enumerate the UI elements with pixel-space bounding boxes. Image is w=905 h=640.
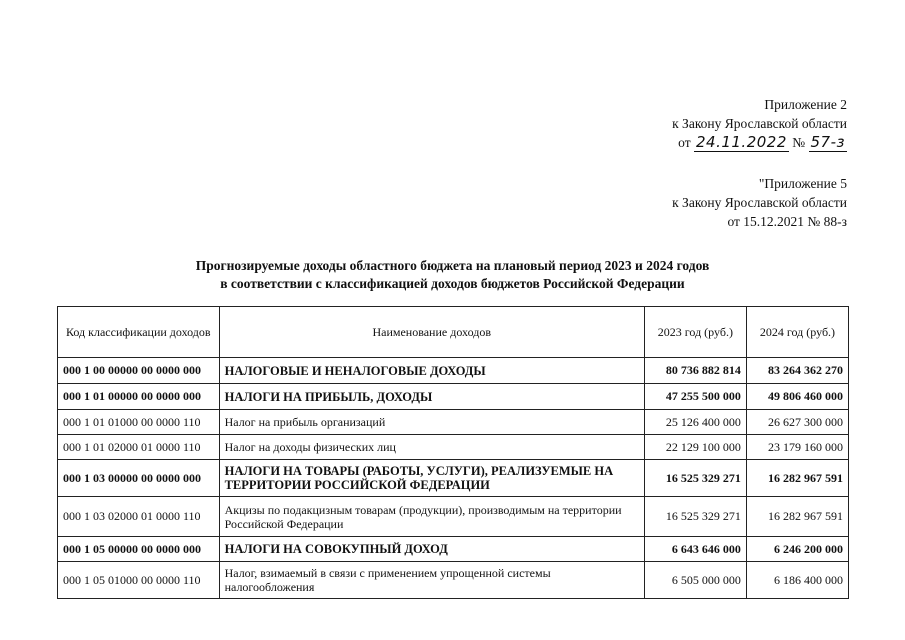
law-ref-label: к Закону Ярославской области <box>672 195 847 210</box>
table-row <box>58 384 849 410</box>
code-cell: 000 1 00 00000 00 0000 000 <box>58 358 220 384</box>
table-row <box>58 460 849 497</box>
header-code: Код классификации доходов <box>58 307 220 358</box>
appendix-ref-label: "Приложение 5 <box>758 176 847 191</box>
date-number-line <box>672 133 847 152</box>
name-cell: НАЛОГИ НА ПРИБЫЛЬ, ДОХОДЫ <box>219 384 644 410</box>
name-cell: НАЛОГИ НА СОВОКУПНЫЙ ДОХОД <box>219 537 644 562</box>
code-cell: 000 1 01 01000 00 0000 110 <box>58 410 220 435</box>
code-cell: 000 1 01 00000 00 0000 000 <box>58 384 220 410</box>
handwritten-number: 57-з <box>810 133 845 151</box>
code-cell: 000 1 03 00000 00 0000 000 <box>58 460 220 497</box>
name-cell: Налог, взимаемый в связи с применением упрощенной системы налогообложения <box>219 562 644 599</box>
title-line-2: в соответствии с классификацией доходов бюджетов Российской Федерации <box>220 276 685 291</box>
value-2023-cell: 6 505 000 000 <box>644 562 746 599</box>
number-sign: № <box>792 135 806 150</box>
table-row <box>58 562 849 599</box>
header-name: Наименование доходов <box>219 307 644 358</box>
header-2023: 2023 год (руб.) <box>644 307 746 358</box>
appendix-label: Приложение 2 <box>764 97 847 112</box>
code-cell: 000 1 01 02000 01 0000 110 <box>58 435 220 460</box>
referenced-law-header <box>672 174 847 231</box>
table-header-row <box>58 307 849 358</box>
table-row <box>58 435 849 460</box>
table-row <box>58 410 849 435</box>
value-2024-cell: 16 282 967 591 <box>746 497 848 537</box>
code-cell: 000 1 03 02000 01 0000 110 <box>58 497 220 537</box>
name-cell: НАЛОГИ НА ТОВАРЫ (РАБОТЫ, УСЛУГИ), РЕАЛИЗУЕМЫЕ НА ТЕРРИТОРИИ РОССИЙСКОЙ ФЕДЕРАЦИИ <box>219 460 644 497</box>
name-cell: Акцизы по подакцизным товарам (продукции), производимым на территории Российской Федерации <box>219 497 644 537</box>
revenue-table <box>57 306 849 599</box>
value-2024-cell: 6 186 400 000 <box>746 562 848 599</box>
table-row <box>58 537 849 562</box>
name-cell: Налог на доходы физических лиц <box>219 435 644 460</box>
title-line-1: Прогнозируемые доходы областного бюджета на плановый период 2023 и 2024 годов <box>195 258 710 273</box>
code-cell: 000 1 05 01000 00 0000 110 <box>58 562 220 599</box>
value-2023-cell: 16 525 329 271 <box>644 460 746 497</box>
value-2024-cell: 26 627 300 000 <box>746 410 848 435</box>
name-cell: Налог на прибыль организаций <box>219 410 644 435</box>
law-ref-date: от 15.12.2021 № 88-з <box>727 214 847 229</box>
value-2023-cell: 25 126 400 000 <box>644 410 746 435</box>
code-cell: 000 1 05 00000 00 0000 000 <box>58 537 220 562</box>
document-title <box>0 257 905 293</box>
value-2024-cell: 49 806 460 000 <box>746 384 848 410</box>
value-2023-cell: 6 643 646 000 <box>644 537 746 562</box>
value-2023-cell: 22 129 100 000 <box>644 435 746 460</box>
name-cell: НАЛОГОВЫЕ И НЕНАЛОГОВЫЕ ДОХОДЫ <box>219 358 644 384</box>
value-2023-cell: 80 736 882 814 <box>644 358 746 384</box>
table-row <box>58 358 849 384</box>
value-2024-cell: 16 282 967 591 <box>746 460 848 497</box>
date-prefix: от <box>678 135 691 150</box>
value-2024-cell: 83 264 362 270 <box>746 358 848 384</box>
value-2023-cell: 47 255 500 000 <box>644 384 746 410</box>
handwritten-date: 24.11.2022 <box>695 133 787 151</box>
law-header <box>672 95 847 152</box>
law-label: к Закону Ярославской области <box>672 116 847 131</box>
header-2024: 2024 год (руб.) <box>746 307 848 358</box>
value-2024-cell: 23 179 160 000 <box>746 435 848 460</box>
table-row <box>58 497 849 537</box>
value-2023-cell: 16 525 329 271 <box>644 497 746 537</box>
value-2024-cell: 6 246 200 000 <box>746 537 848 562</box>
